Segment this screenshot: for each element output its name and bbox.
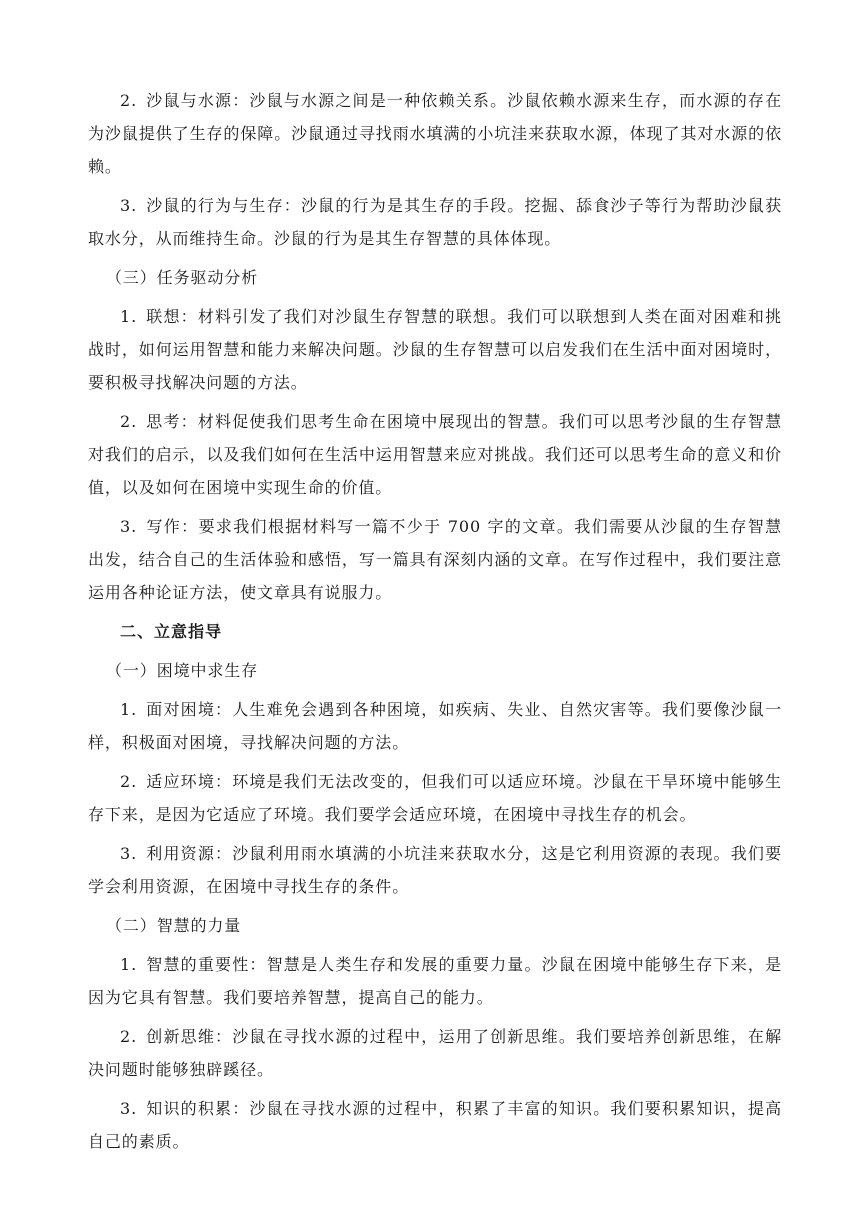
paragraph-knowledge bbox=[88, 1092, 782, 1158]
paragraph-text: 沙鼠的行为与生存：沙鼠的行为是其生存的手段。挖掘、舔食沙子等行为帮助沙鼠获取水分，从而维持生命。沙鼠的行为是其生存智慧的具体体现。 bbox=[88, 196, 782, 248]
item-number: 3. bbox=[120, 844, 138, 863]
item-number: 1. bbox=[120, 700, 138, 719]
item-number: 1. bbox=[120, 955, 138, 974]
paragraph-thinking bbox=[88, 405, 782, 504]
paragraph-text: 智慧的重要性：智慧是人类生存和发展的重要力量。沙鼠在困境中能够生存下来，是因为它具有智慧。我们要培养智慧，提高自己的能力。 bbox=[88, 955, 782, 1007]
paragraph-association bbox=[88, 300, 782, 399]
subheading-wisdom: （二）智慧的力量 bbox=[106, 916, 242, 935]
subheading-task-analysis: （三）任务驱动分析 bbox=[106, 268, 259, 287]
paragraph-sand-rat-water bbox=[88, 84, 782, 183]
paragraph-innovation bbox=[88, 1020, 782, 1086]
paragraph-wisdom-importance bbox=[88, 948, 782, 1014]
paragraph-text: 思考：材料促使我们思考生命在困境中展现出的智慧。我们可以思考沙鼠的生存智慧对我们的启示，以及我们如何在生活中运用智慧来应对挑战。我们还可以思考生命的意义和价值，以及如何在困境中实现生命的价值。 bbox=[88, 412, 782, 497]
paragraph-text: 沙鼠与水源：沙鼠与水源之间是一种依赖关系。沙鼠依赖水源来生存，而水源的存在为沙鼠提供了生存的保障。沙鼠通过寻找雨水填满的小坑洼来获取水源，体现了其对水源的依赖。 bbox=[88, 91, 782, 176]
item-number: 1. bbox=[120, 307, 138, 326]
section-heading-guidance: 二、立意指导 bbox=[120, 622, 223, 641]
item-number: 2. bbox=[120, 772, 138, 791]
paragraph-use-resources bbox=[88, 837, 782, 903]
paragraph-text: 适应环境：环境是我们无法改变的，但我们可以适应环境。沙鼠在干旱环境中能够生存下来，是因为它适应了环境。我们要学会适应环境，在困境中寻找生存的机会。 bbox=[88, 772, 782, 824]
paragraph-text: 利用资源：沙鼠利用雨水填满的小坑洼来获取水分，这是它利用资源的表现。我们要学会利用资源，在困境中寻找生存的条件。 bbox=[88, 844, 782, 896]
document-body bbox=[88, 84, 782, 1164]
item-number: 2. bbox=[120, 91, 138, 110]
paragraph-text: 面对困境：人生难免会遇到各种困境，如疾病、失业、自然灾害等。我们要像沙鼠一样，积极面对困境，寻找解决问题的方法。 bbox=[88, 700, 782, 752]
item-number: 2. bbox=[120, 1027, 138, 1046]
paragraph-text: 知识的积累：沙鼠在寻找水源的过程中，积累了丰富的知识。我们要积累知识，提高自己的素质。 bbox=[88, 1099, 782, 1151]
paragraph-writing bbox=[88, 510, 782, 609]
paragraph-sand-rat-behavior bbox=[88, 189, 782, 255]
item-number: 3. bbox=[120, 517, 138, 536]
paragraph-text: 联想：材料引发了我们对沙鼠生存智慧的联想。我们可以联想到人类在面对困难和挑战时，如何运用智慧和能力来解决问题。沙鼠的生存智慧可以启发我们在生活中面对困境时，要积极寻找解决问题的方法。 bbox=[88, 307, 782, 392]
paragraph-text: 写作：要求我们根据材料写一篇不少于 700 字的文章。我们需要从沙鼠的生存智慧出发，结合自己的生活体验和感悟，写一篇具有深刻内涵的文章。在写作过程中，我们要注意运用各种论证方法，使文章具有说服力。 bbox=[88, 517, 782, 602]
paragraph-face-difficulty bbox=[88, 693, 782, 759]
item-number: 3. bbox=[120, 1099, 138, 1118]
item-number: 3. bbox=[120, 196, 138, 215]
paragraph-adapt-environment bbox=[88, 765, 782, 831]
paragraph-text: 创新思维：沙鼠在寻找水源的过程中，运用了创新思维。我们要培养创新思维，在解决问题时能够独辟蹊径。 bbox=[88, 1027, 782, 1079]
subheading-survival: （一）困境中求生存 bbox=[106, 661, 259, 680]
item-number: 2. bbox=[120, 412, 138, 431]
